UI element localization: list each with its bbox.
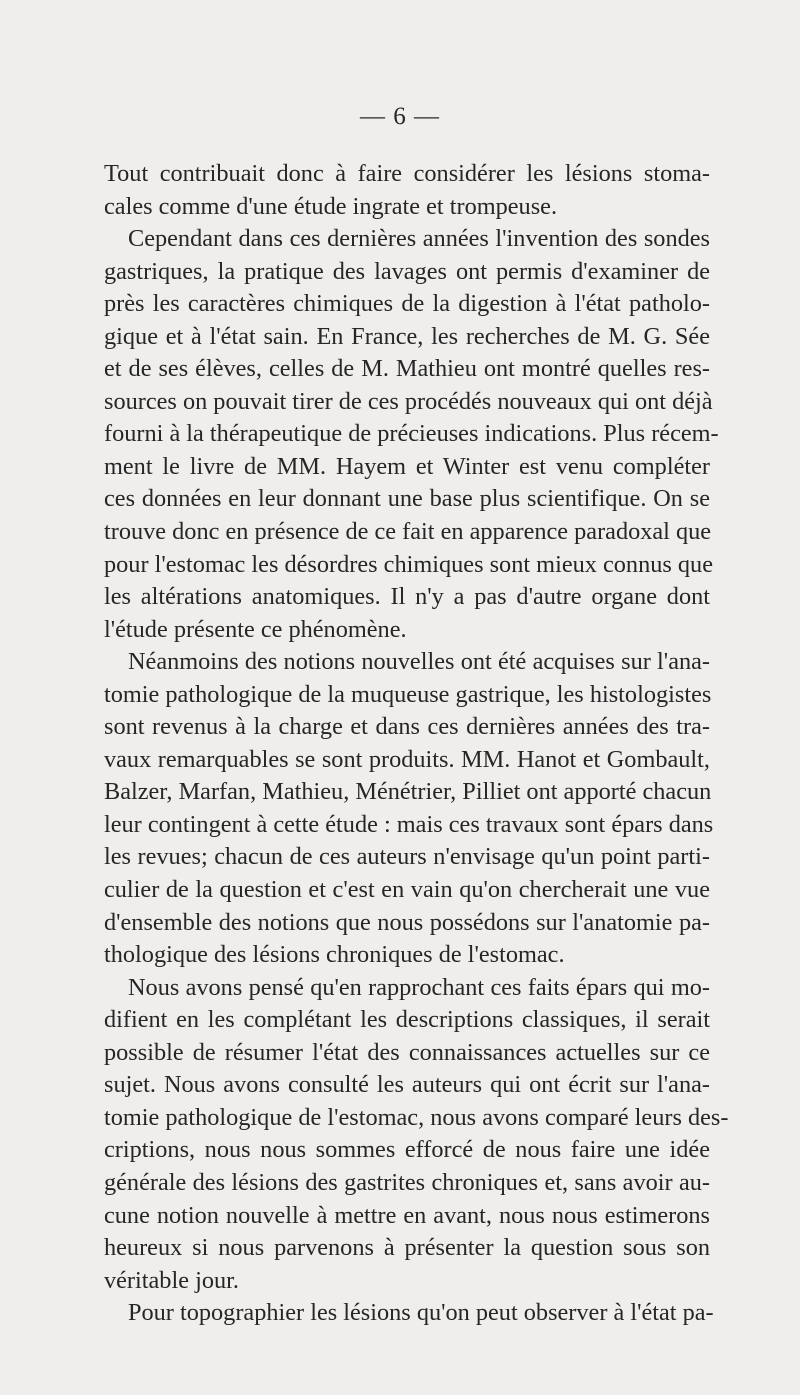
text-line: difient en les complétant les descriptions classiques, il serait bbox=[104, 1006, 710, 1034]
text-line: sujet. Nous avons consulté les auteurs qui ont écrit sur l'ana- bbox=[104, 1071, 710, 1099]
text-line: les altérations anatomiques. Il n'y a pas d'autre organe dont bbox=[104, 583, 710, 611]
text-line: et de ses élèves, celles de M. Mathieu ont montré quelles res- bbox=[104, 355, 710, 383]
text-line: générale des lésions des gastrites chroniques et, sans avoir au- bbox=[104, 1168, 710, 1196]
text-line: les revues; chacun de ces auteurs n'envisage qu'un point parti- bbox=[104, 843, 710, 871]
paragraph-start-line: Cependant dans ces dernières années l'invention des sondes bbox=[128, 225, 710, 253]
text-line: véritable jour. bbox=[104, 1266, 239, 1294]
text-line: tomie pathologique de la muqueuse gastrique, les histologistes bbox=[104, 680, 712, 708]
text-line: sources on pouvait tirer de ces procédés nouveaux qui ont déjà bbox=[104, 387, 713, 415]
text-line: Tout contribuait donc à faire considérer les lésions stoma- bbox=[104, 160, 710, 187]
text-line: vaux remarquables se sont produits. MM. Hanot et Gombault, bbox=[104, 745, 710, 773]
text-line: près les caractères chimiques de la digestion à l'état patholo- bbox=[104, 290, 710, 318]
text-line: l'étude présente ce phénomène. bbox=[104, 615, 407, 643]
text-line: Balzer, Marfan, Mathieu, Ménétrier, Pilliet ont apporté chacun bbox=[104, 778, 712, 806]
text-line: heureux si nous parvenons à présenter la question sous son bbox=[104, 1234, 710, 1262]
paragraph-start-line: Néanmoins des notions nouvelles ont été acquises sur l'ana- bbox=[128, 648, 710, 676]
body-text bbox=[104, 158, 729, 1330]
text-line: ces données en leur donnant une base plus scientifique. On se bbox=[104, 485, 710, 513]
text-line: cales comme d'une étude ingrate et trompeuse. bbox=[104, 192, 558, 220]
text-line: leur contingent à cette étude : mais ces travaux sont épars dans bbox=[104, 810, 714, 838]
text-line: gastriques, la pratique des lavages ont permis d'examiner de bbox=[104, 257, 710, 285]
text-line: gique et à l'état sain. En France, les recherches de M. G. Sée bbox=[104, 322, 710, 350]
text-line: sont revenus à la charge et dans ces dernières années des tra- bbox=[104, 713, 710, 741]
text-line: fourni à la thérapeutique de précieuses indications. Plus récem- bbox=[104, 420, 719, 448]
text-line: culier de la question et c'est en vain qu'on chercherait une vue bbox=[104, 876, 710, 904]
paragraph-start-line: Pour topographier les lésions qu'on peut observer à l'état pa- bbox=[128, 1299, 714, 1327]
paragraph-start-line: Nous avons pensé qu'en rapprochant ces faits épars qui mo- bbox=[128, 973, 710, 1001]
text-line: tomie pathologique de l'estomac, nous avons comparé leurs des- bbox=[104, 1103, 729, 1131]
page-number: — 6 — bbox=[360, 103, 440, 130]
text-line: trouve donc en présence de ce fait en apparence paradoxal que bbox=[104, 518, 712, 546]
text-line: possible de résumer l'état des connaissances actuelles sur ce bbox=[104, 1038, 710, 1066]
text-line: thologique des lésions chroniques de l'estomac. bbox=[104, 941, 565, 969]
text-line: ment le livre de MM. Hayem et Winter est venu compléter bbox=[104, 452, 710, 480]
text-line: d'ensemble des notions que nous possédons sur l'anatomie pa- bbox=[104, 908, 710, 936]
text-line: pour l'estomac les désordres chimiques sont mieux connus que bbox=[104, 550, 713, 578]
text-line: criptions, nous nous sommes efforcé de nous faire une idée bbox=[104, 1136, 710, 1164]
text-line: cune notion nouvelle à mettre en avant, nous nous estimerons bbox=[104, 1201, 710, 1229]
